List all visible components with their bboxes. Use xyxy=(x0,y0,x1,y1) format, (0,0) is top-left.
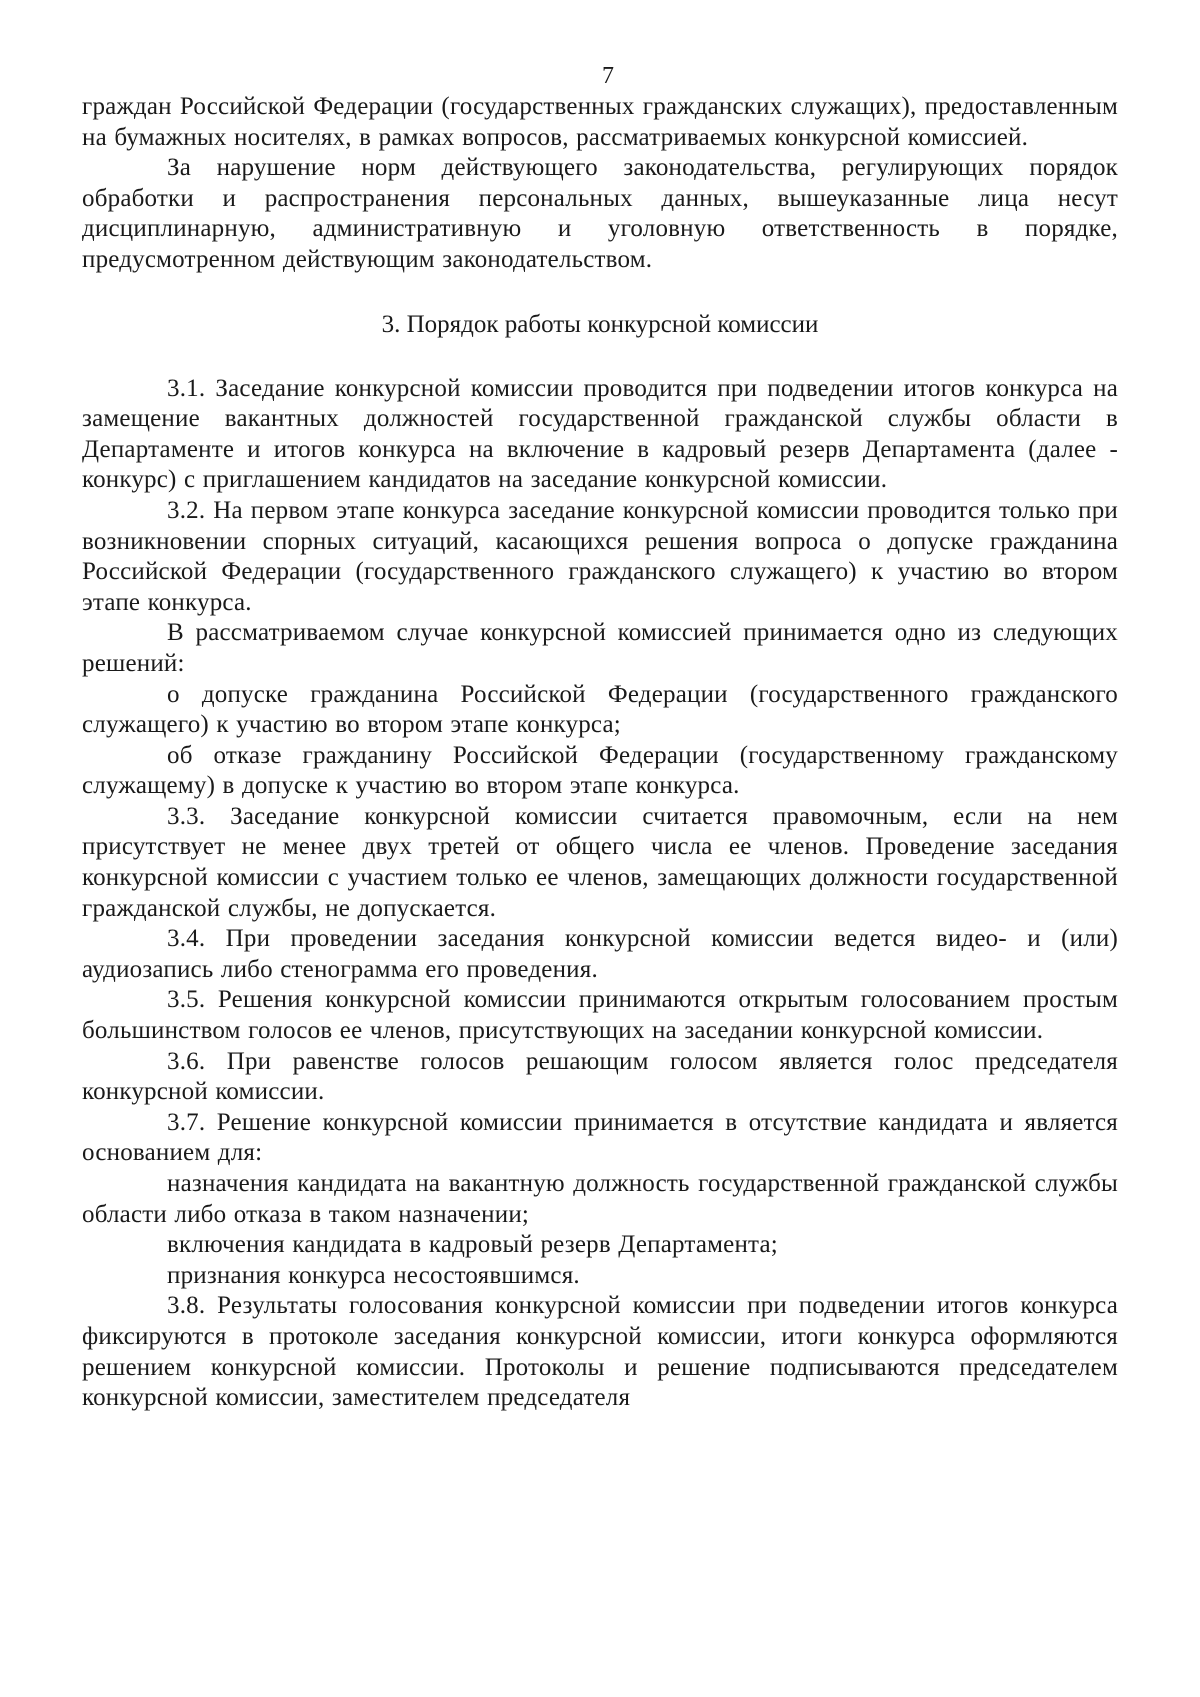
paragraph-continuation: граждан Российской Федерации (государственных гражданских служащих), предоставленным на бумажных носителях, в рамках вопросов, рассматриваемых конкурсной комиссией. xyxy=(82,93,1118,151)
paragraph-3-4: 3.4. При проведении заседания конкурсной комиссии ведется видео- и (или) аудиозапись либо стенограмма его проведения. xyxy=(82,925,1118,983)
paragraph-basis-reserve: включения кандидата в кадровый резерв Департамента; xyxy=(167,1231,778,1259)
section-heading: 3. Порядок работы конкурсной комиссии xyxy=(381,310,819,338)
paragraph-liability: За нарушение норм действующего законодательства, регулирующих порядок обработки и распространения персональных данных, вышеуказанные лица несут дисциплинарную, административную и уголовную ответственность в порядке, предусмотренном действующим законодательством. xyxy=(82,154,1118,273)
paragraph-3-5: 3.5. Решения конкурсной комиссии принимаются открытым голосованием простым большинством голосов ее членов, присутствующих на заседании конкурсной комиссии. xyxy=(82,986,1118,1045)
paragraph-3-1: 3.1. Заседание конкурсной комиссии проводится при подведении итогов конкурса на замещение вакантных должностей государственной гражданской службы области в Департаменте и итогов конкурса на включение в кадровый резерв Департамента (далее - конкурс) с приглашением кандидатов на заседание конкурсной комиссии. xyxy=(82,374,1118,494)
paragraph-decisions-intro: В рассматриваемом случае конкурсной комиссией принимается одно из следующих решений: xyxy=(82,619,1118,677)
paragraph-3-3: 3.3. Заседание конкурсной комиссии считается правомочным, если на нем присутствует не менее двух третей от общего числа ее членов. Проведение заседания конкурсной комиссии с участием только ее членов, замещающих должности государственной гражданской службы, не допускается. xyxy=(82,802,1118,922)
page-number: 7 xyxy=(602,63,614,89)
paragraph-decision-refuse: об отказе гражданину Российской Федерации (государственному гражданскому служащему) в допуске к участию во втором этапе конкурса. xyxy=(82,741,1118,800)
paragraph-decision-admit: о допуске гражданина Российской Федерации (государственного гражданского служащего) к участию во втором этапе конкурса; xyxy=(82,680,1118,739)
paragraph-basis-failed: признания конкурса несостоявшимся. xyxy=(167,1261,580,1289)
body-text-section-3 xyxy=(82,374,1118,1414)
paragraph-3-7: 3.7. Решение конкурсной комиссии принимается в отсутствие кандидата и является основанием для: xyxy=(82,1108,1118,1167)
paragraph-3-8: 3.8. Результаты голосования конкурсной комиссии при подведении итогов конкурса фиксируются в протоколе заседания конкурсной комиссии, итоги конкурса оформляются решением конкурсной комиссии. Протоколы и решение подписываются председателем конкурсной комиссии, заместителем председателя xyxy=(82,1292,1118,1412)
paragraph-basis-appointment: назначения кандидата на вакантную должность государственной гражданской службы области либо отказа в таком назначении; xyxy=(82,1170,1118,1228)
paragraph-3-6: 3.6. При равенстве голосов решающим голосом является голос председателя конкурсной комиссии. xyxy=(82,1047,1118,1106)
paragraph-3-2: 3.2. На первом этапе конкурса заседание конкурсной комиссии проводится только при возникновении спорных ситуаций, касающихся решения вопроса о допуске гражданина Российской Федерации (государственного гражданского служащего) к участию во втором этапе конкурса. xyxy=(82,496,1118,616)
body-text-top xyxy=(82,92,1118,276)
